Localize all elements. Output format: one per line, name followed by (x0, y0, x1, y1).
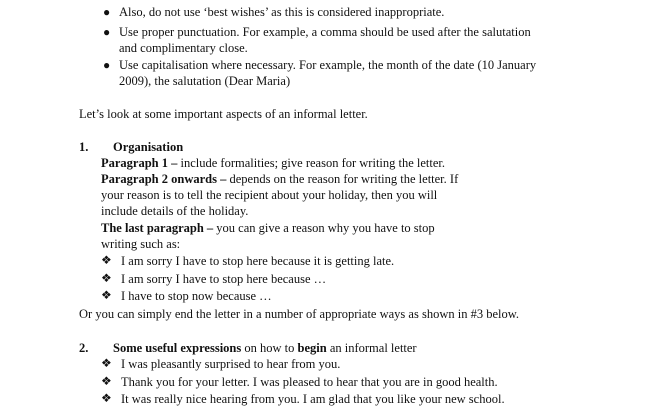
bullet-dot-icon: ● (103, 58, 111, 72)
section-heading (113, 340, 417, 356)
heading-plain-part: an informal letter (326, 341, 417, 355)
bullet-dot-icon: ● (103, 25, 111, 39)
heading-plain-part: on how to (241, 341, 298, 355)
paragraph-2-label: Paragraph 2 onwards – (101, 172, 227, 186)
example-sentence: I have to stop now because … (121, 289, 272, 303)
section-number: 1. (79, 140, 89, 154)
paragraph-1-label: Paragraph 1 – (101, 156, 178, 170)
last-paragraph-text: you can give a reason why you have to stop (213, 221, 435, 235)
diamond-bullet-icon: ❖ (101, 374, 112, 388)
last-paragraph-line (101, 220, 435, 236)
section-number: 2. (79, 341, 89, 355)
diamond-bullet-icon: ❖ (101, 288, 112, 302)
paragraph-2-line: include details of the holiday. (101, 204, 249, 218)
paragraph-2-line (101, 171, 458, 187)
paragraph-2-line: your reason is to tell the recipient about your holiday, then you will (101, 188, 438, 202)
paragraph-1-line (101, 155, 445, 171)
closing-text: Or you can simply end the letter in a number of appropriate ways as shown in #3 below. (79, 307, 520, 321)
bullet-text: and complimentary close. (119, 41, 248, 55)
example-sentence: It was really nice hearing from you. I am glad that you like your new school. (121, 392, 505, 406)
example-sentence: Thank you for your letter. I was pleased to hear that you are in good health. (121, 375, 498, 389)
example-sentence: I am sorry I have to stop here because it is getting late. (121, 254, 395, 268)
bullet-text: Use proper punctuation. For example, a comma should be used after the salutation (119, 25, 531, 39)
last-paragraph-line: writing such as: (101, 237, 181, 251)
heading-bold-part: begin (297, 341, 327, 355)
example-sentence: I was pleasantly surprised to hear from you. (121, 357, 341, 371)
bullet-text: 2009), the salutation (Dear Maria) (119, 74, 291, 88)
paragraph-1-text: include formalities; give reason for writing the letter. (177, 156, 446, 170)
diamond-bullet-icon: ❖ (101, 253, 112, 267)
diamond-bullet-icon: ❖ (101, 356, 112, 370)
bullet-text: Also, do not use ‘best wishes’ as this is considered inappropriate. (119, 5, 445, 19)
bullet-text: Use capitalisation where necessary. For example, the month of the date (10 January (119, 58, 537, 72)
section-heading: Organisation (113, 140, 184, 154)
diamond-bullet-icon: ❖ (101, 391, 112, 405)
bullet-dot-icon: ● (103, 5, 111, 19)
intro-text: Let’s look at some important aspects of an informal letter. (79, 107, 368, 121)
paragraph-2-text: depends on the reason for writing the letter. If (226, 172, 459, 186)
heading-bold-part: Some useful expressions (113, 341, 242, 355)
diamond-bullet-icon: ❖ (101, 271, 112, 285)
example-sentence: I am sorry I have to stop here because … (121, 272, 327, 286)
last-paragraph-label: The last paragraph – (101, 221, 214, 235)
